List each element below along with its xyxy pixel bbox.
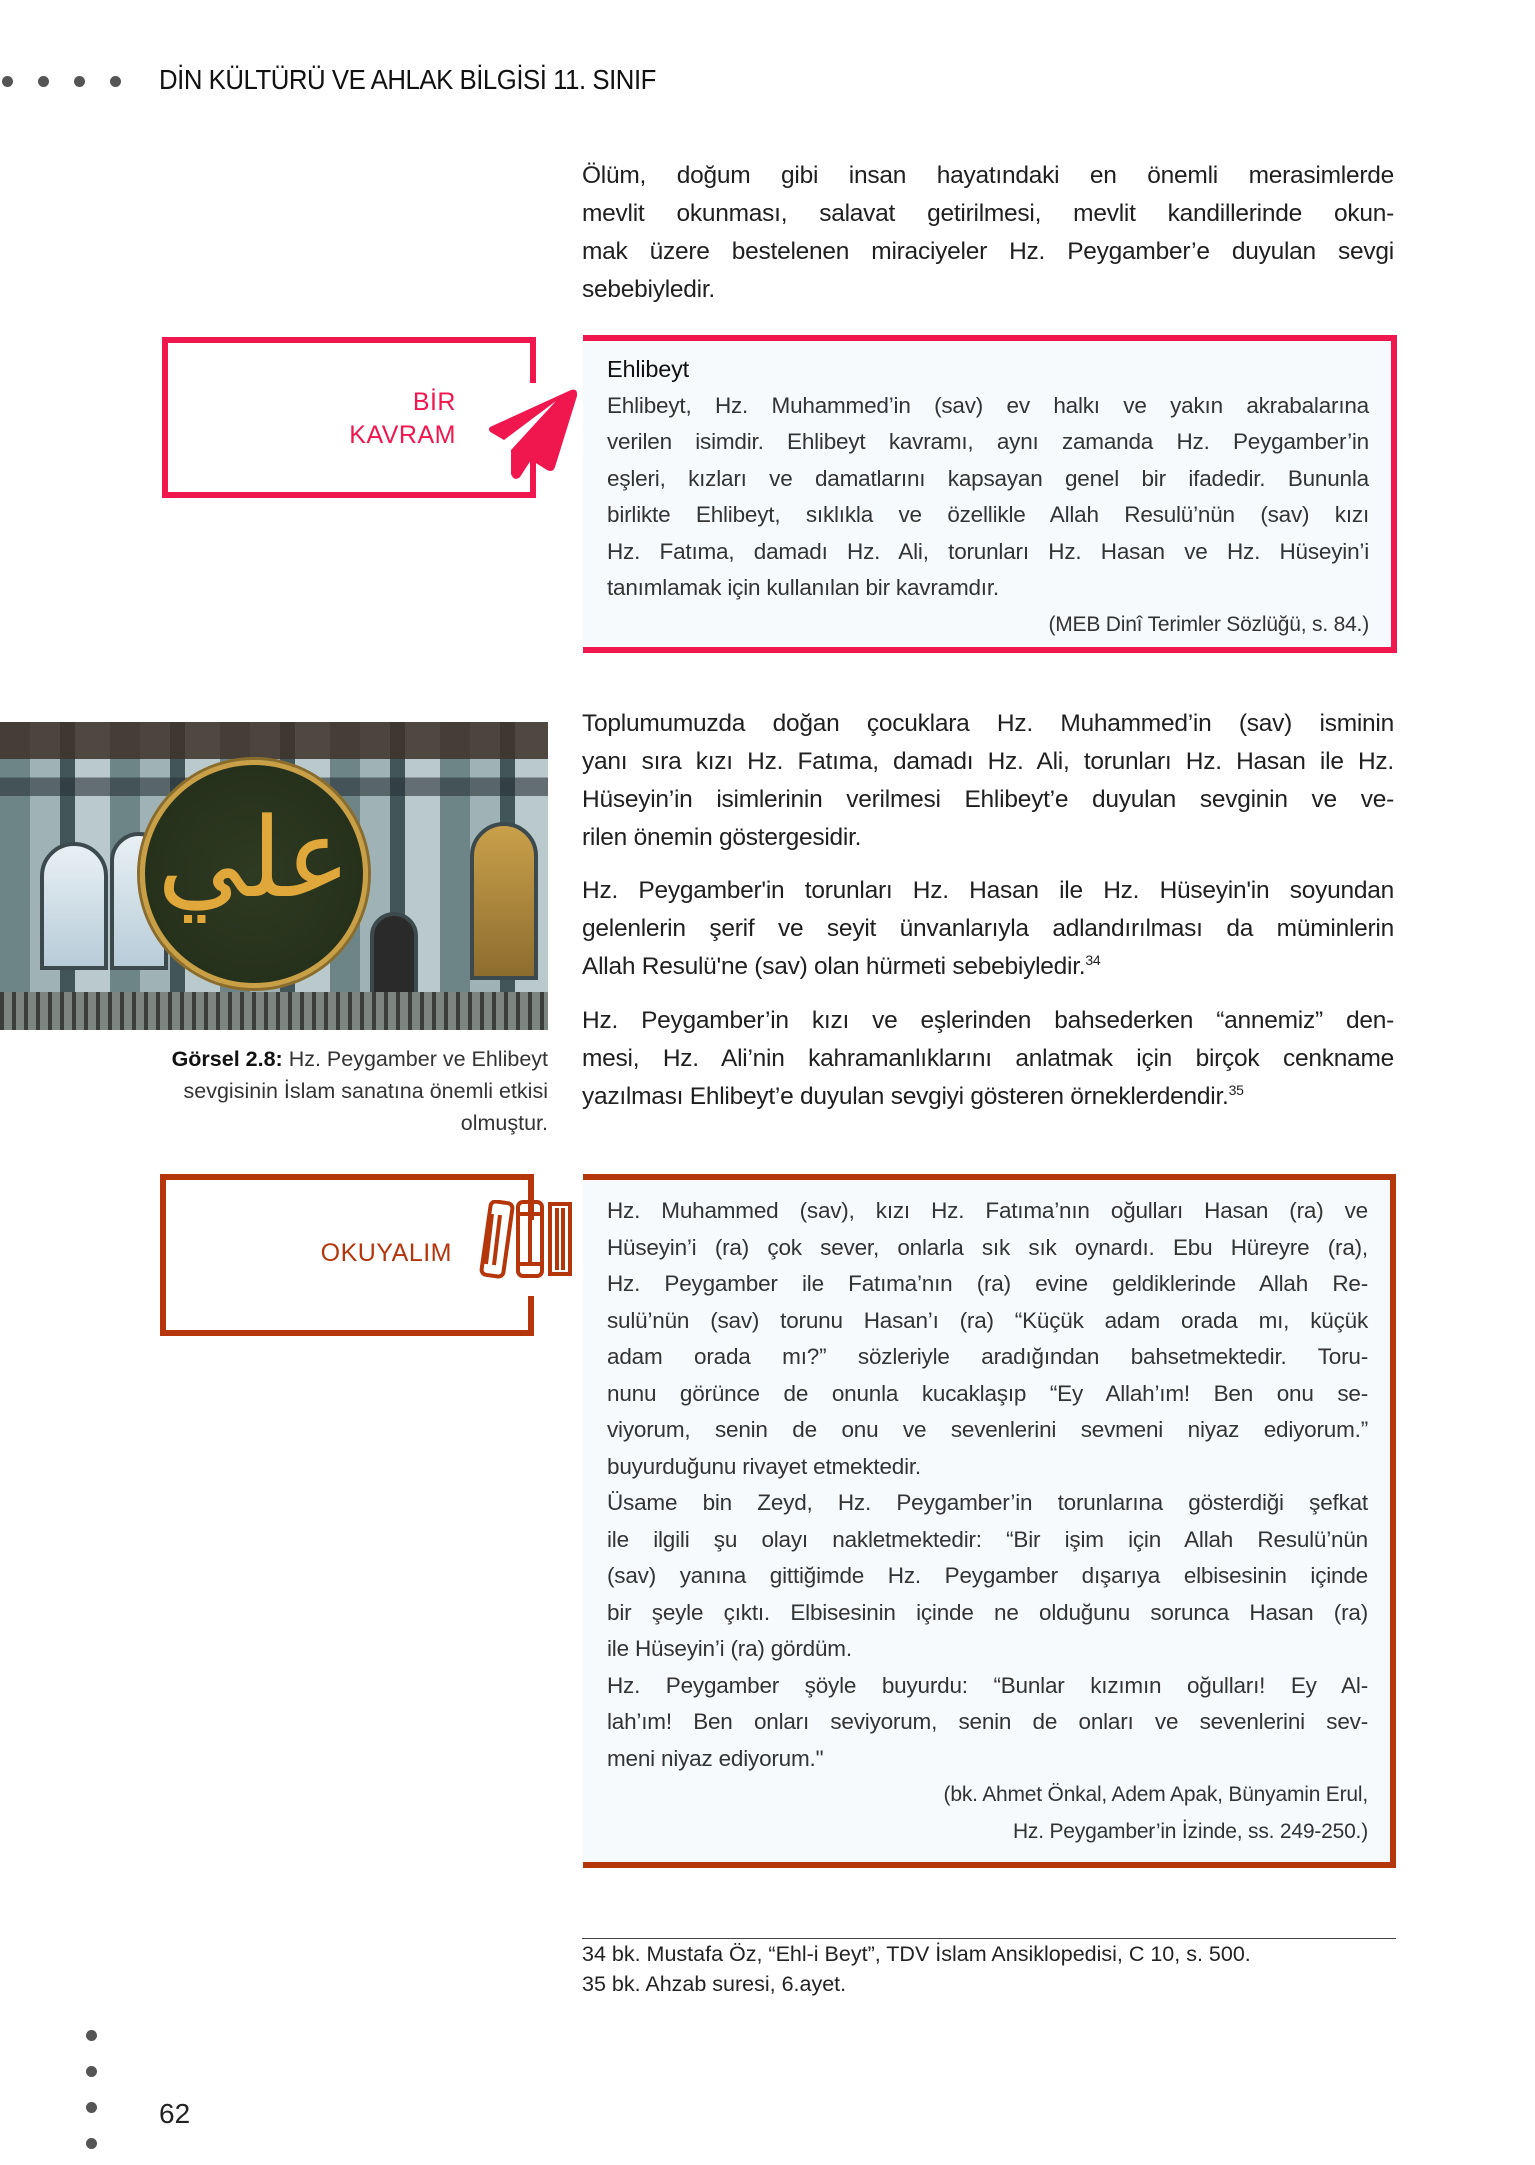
text-line (582, 271, 1394, 309)
footnote-reference[interactable]: 35 (1228, 1082, 1244, 1098)
text-line-content: mak üzere bestelenen miraciyeler Hz. Peygamber’e duyulan sevgi (582, 238, 1394, 265)
concept-label (300, 386, 456, 452)
text-line-content: mevlit okunması, salavat getirilmesi, mevlit kandillerinde okun- (582, 200, 1394, 227)
footer-dot (86, 2030, 97, 2041)
text-line (607, 1449, 1368, 1486)
footnote-35: 35 bk. Ahzab suresi, 6.ayet. (582, 1972, 847, 1996)
books-icon (478, 1200, 576, 1280)
text-line (607, 1485, 1368, 1522)
text-line-content: Ölüm, doğum gibi insan hayatındaki en önemli merasimlerde (582, 162, 1394, 189)
text-line-content: ile ilgili şu olayı nakletmektedir: “Bir işim için Allah Resulü’nün (607, 1526, 1368, 1552)
text-line (607, 570, 1369, 607)
text-line (607, 1558, 1368, 1595)
text-line (607, 1303, 1368, 1340)
text-line (582, 233, 1394, 271)
text-line-content: Hz. Peygamber'in torunları Hz. Hasan ile Hz. Hüseyin'in soyundan (582, 877, 1394, 904)
text-line-content: Hz. Fatıma, damadı Hz. Ali, torunları Hz. Hasan ve Hz. Hüseyin’i (607, 538, 1369, 564)
text-line-content: meni niyaz ediyorum." (607, 1745, 824, 1771)
text-line (607, 1522, 1368, 1559)
text-line (607, 1595, 1368, 1632)
concept-title: Ehlibeyt (607, 356, 690, 382)
text-line (582, 910, 1394, 948)
text-line-content: adam orada mı?” sözleriyle aradığından bahsetmektedir. Toru- (607, 1344, 1368, 1369)
intro-paragraph (582, 157, 1394, 309)
hagia-sophia-calligraphy-photo (0, 722, 548, 1030)
footer-dot (86, 2138, 97, 2149)
text-line (582, 195, 1394, 233)
header-dot (2, 76, 13, 87)
text-line (607, 1339, 1368, 1376)
text-line (607, 1266, 1368, 1303)
text-line-content: Hz. Muhammed (sav), kızı Hz. Fatıma’nın oğulları Hasan (ra) ve (607, 1198, 1368, 1223)
text-line-content: birlikte Ehlibeyt, sıklıkla ve özellikle Allah Resulü’nün (sav) kızı (607, 502, 1369, 527)
text-line-content: rilen önemin göstergesidir. (582, 824, 862, 851)
text-line (582, 781, 1394, 819)
text-line-content: yanı sıra kızı Hz. Fatıma, damadı Hz. Ali, torunları Hz. Hasan ile Hz. (582, 748, 1394, 775)
text-line-content: Hüseyin’i (ra) çok sever, onlarla sık sık oynardı. Ebu Hüreyre (ra), (607, 1234, 1368, 1260)
caption-text: Hz. Peygamber ve Ehlibeyt sevgisinin İslam sanatına önemli etkisi olmuştur. (183, 1047, 548, 1135)
text-line-content: Üsame bin Zeyd, Hz. Peygamber’in torunlarına gösterdiği şefkat (607, 1490, 1368, 1515)
calligraphy-text: علي (157, 794, 351, 922)
text-line (607, 1704, 1368, 1741)
text-line (582, 819, 1394, 857)
concept-definition (607, 388, 1369, 607)
paper-plane-icon (486, 384, 582, 480)
concept-definition-box (583, 335, 1397, 653)
text-line-content: Hz. Peygamber ile Fatıma’nın (ra) evine geldiklerinde Allah Re- (607, 1271, 1368, 1296)
text-line (582, 1002, 1394, 1040)
window (40, 842, 108, 970)
running-header: DİN KÜLTÜRÜ VE AHLAK BİLGİSİ 11. SINIF (159, 64, 656, 95)
text-line (607, 1376, 1368, 1413)
text-line-content: Allah Resulü'ne (sav) olan hürmeti sebebiyledir. (582, 953, 1086, 980)
text-line (582, 743, 1394, 781)
text-line-content: sulü’nün (sav) torunu Hasan’ı (ra) “Küçük adam orada mı, küçük (607, 1307, 1368, 1333)
text-line (582, 948, 1394, 986)
text-line-content: gelenlerin şerif ve seyit ünvanlarıyla adlandırılması da müminlerin (582, 915, 1394, 942)
text-line-content: nunu görünce de onunla kucaklaşıp “Ey Allah’ım! Ben onu se- (607, 1380, 1368, 1406)
text-line-content: Ehlibeyt, Hz. Muhammed’in (sav) ev halkı ve yakın akrabalarına (607, 392, 1369, 418)
page-number: 62 (159, 2098, 191, 2129)
ali-calligraphy-medallion (140, 760, 368, 988)
footnote-34: 34 bk. Mustafa Öz, “Ehl-i Beyt”, TDV İslam Ansiklopedisi, C 10, s. 500. (582, 1942, 1251, 1966)
window (470, 822, 538, 980)
text-line (607, 1631, 1368, 1668)
text-line-content: bir şeyle çıktı. Elbisesinin içinde ne olduğunu sorunca Hasan (ra) (607, 1599, 1368, 1625)
text-line-content: buyurduğunu rivayet etmektedir. (607, 1453, 921, 1479)
header-dot (38, 76, 49, 87)
figure-caption (100, 1043, 548, 1139)
text-line (582, 157, 1394, 195)
reading-citation: Hz. Peygamber’in İzinde, ss. 249-250.) (1012, 1819, 1368, 1843)
text-line-content: Hüseyin’in isimlerinin verilmesi Ehlibeyt’e duyulan sevginin ve ve- (582, 786, 1394, 813)
text-line-content: lah’ım! Ben onları seviyorum, senin de onları ve sevenlerini sev- (607, 1709, 1368, 1734)
text-line (607, 497, 1369, 534)
concept-label-line: KAVRAM (349, 421, 456, 449)
text-line (607, 388, 1369, 425)
footnote-reference[interactable]: 34 (1085, 952, 1101, 968)
reading-citation: (bk. Ahmet Önkal, Adem Apak, Bünyamin Erul, (943, 1783, 1368, 1806)
text-line (607, 461, 1369, 498)
reading-text (607, 1193, 1368, 1777)
caption-label: Görsel 2.8: (171, 1047, 283, 1071)
footer-dot (86, 2102, 97, 2113)
text-line (582, 1078, 1394, 1116)
text-line (607, 534, 1369, 571)
balustrade (0, 992, 548, 1030)
header-dot (110, 76, 121, 87)
text-line-content: Hz. Peygamber şöyle buyurdu: “Bunlar kızımın oğulları! Ey Al- (607, 1672, 1368, 1698)
footnote-divider (582, 1938, 1396, 1939)
text-line-content: ile Hüseyin’i (ra) gördüm. (607, 1636, 852, 1661)
text-line-content: Hz. Peygamber’in kızı ve eşlerinden bahsederken “annemiz” den- (582, 1007, 1394, 1034)
reading-text-box (583, 1174, 1396, 1868)
text-line-content: mesi, Hz. Ali’nin kahramanlıklarını anlatmak için birçok cenkname (582, 1045, 1394, 1072)
text-line-content: tanımlamak için kullanılan bir kavramdır. (607, 575, 999, 600)
text-line-content: Toplumumuzda doğan çocuklara Hz. Muhammed’in (sav) isminin (582, 710, 1394, 737)
header-dot (74, 76, 85, 87)
footer-dot (86, 2066, 97, 2077)
text-line-content: (sav) yanına gittiğimde Hz. Peygamber dışarıya elbisesinin içinde (607, 1563, 1368, 1588)
text-line-content: sebebiyledir. (582, 276, 715, 303)
text-line (607, 1412, 1368, 1449)
body-paragraph (582, 872, 1394, 986)
body-paragraph (582, 1002, 1394, 1116)
text-line (607, 1230, 1368, 1267)
text-line (607, 1741, 1368, 1778)
text-line (582, 705, 1394, 743)
body-paragraph (582, 705, 1394, 857)
text-line (607, 424, 1369, 461)
concept-label-line: BİR (412, 388, 456, 416)
text-line-content: eşleri, kızları ve damatlarını kapsayan genel bir ifadedir. Bununla (607, 465, 1369, 491)
text-line-content: verilen isimdir. Ehlibeyt kavramı, aynı zamanda Hz. Peygamber’in (607, 429, 1369, 454)
text-line (607, 1668, 1368, 1705)
text-line-content: viyorum, senin de onu ve sevenlerini sevmeni niyaz ediyorum.” (607, 1417, 1368, 1442)
text-line (607, 1193, 1368, 1230)
text-line (582, 1040, 1394, 1078)
concept-citation: (MEB Dinî Terimler Sözlüğü, s. 84.) (1048, 612, 1369, 636)
text-line-content: yazılması Ehlibeyt’e duyulan sevgiyi gösteren örneklerdendir. (582, 1083, 1229, 1110)
text-line (582, 872, 1394, 910)
reading-label: OKUYALIM (320, 1239, 452, 1267)
